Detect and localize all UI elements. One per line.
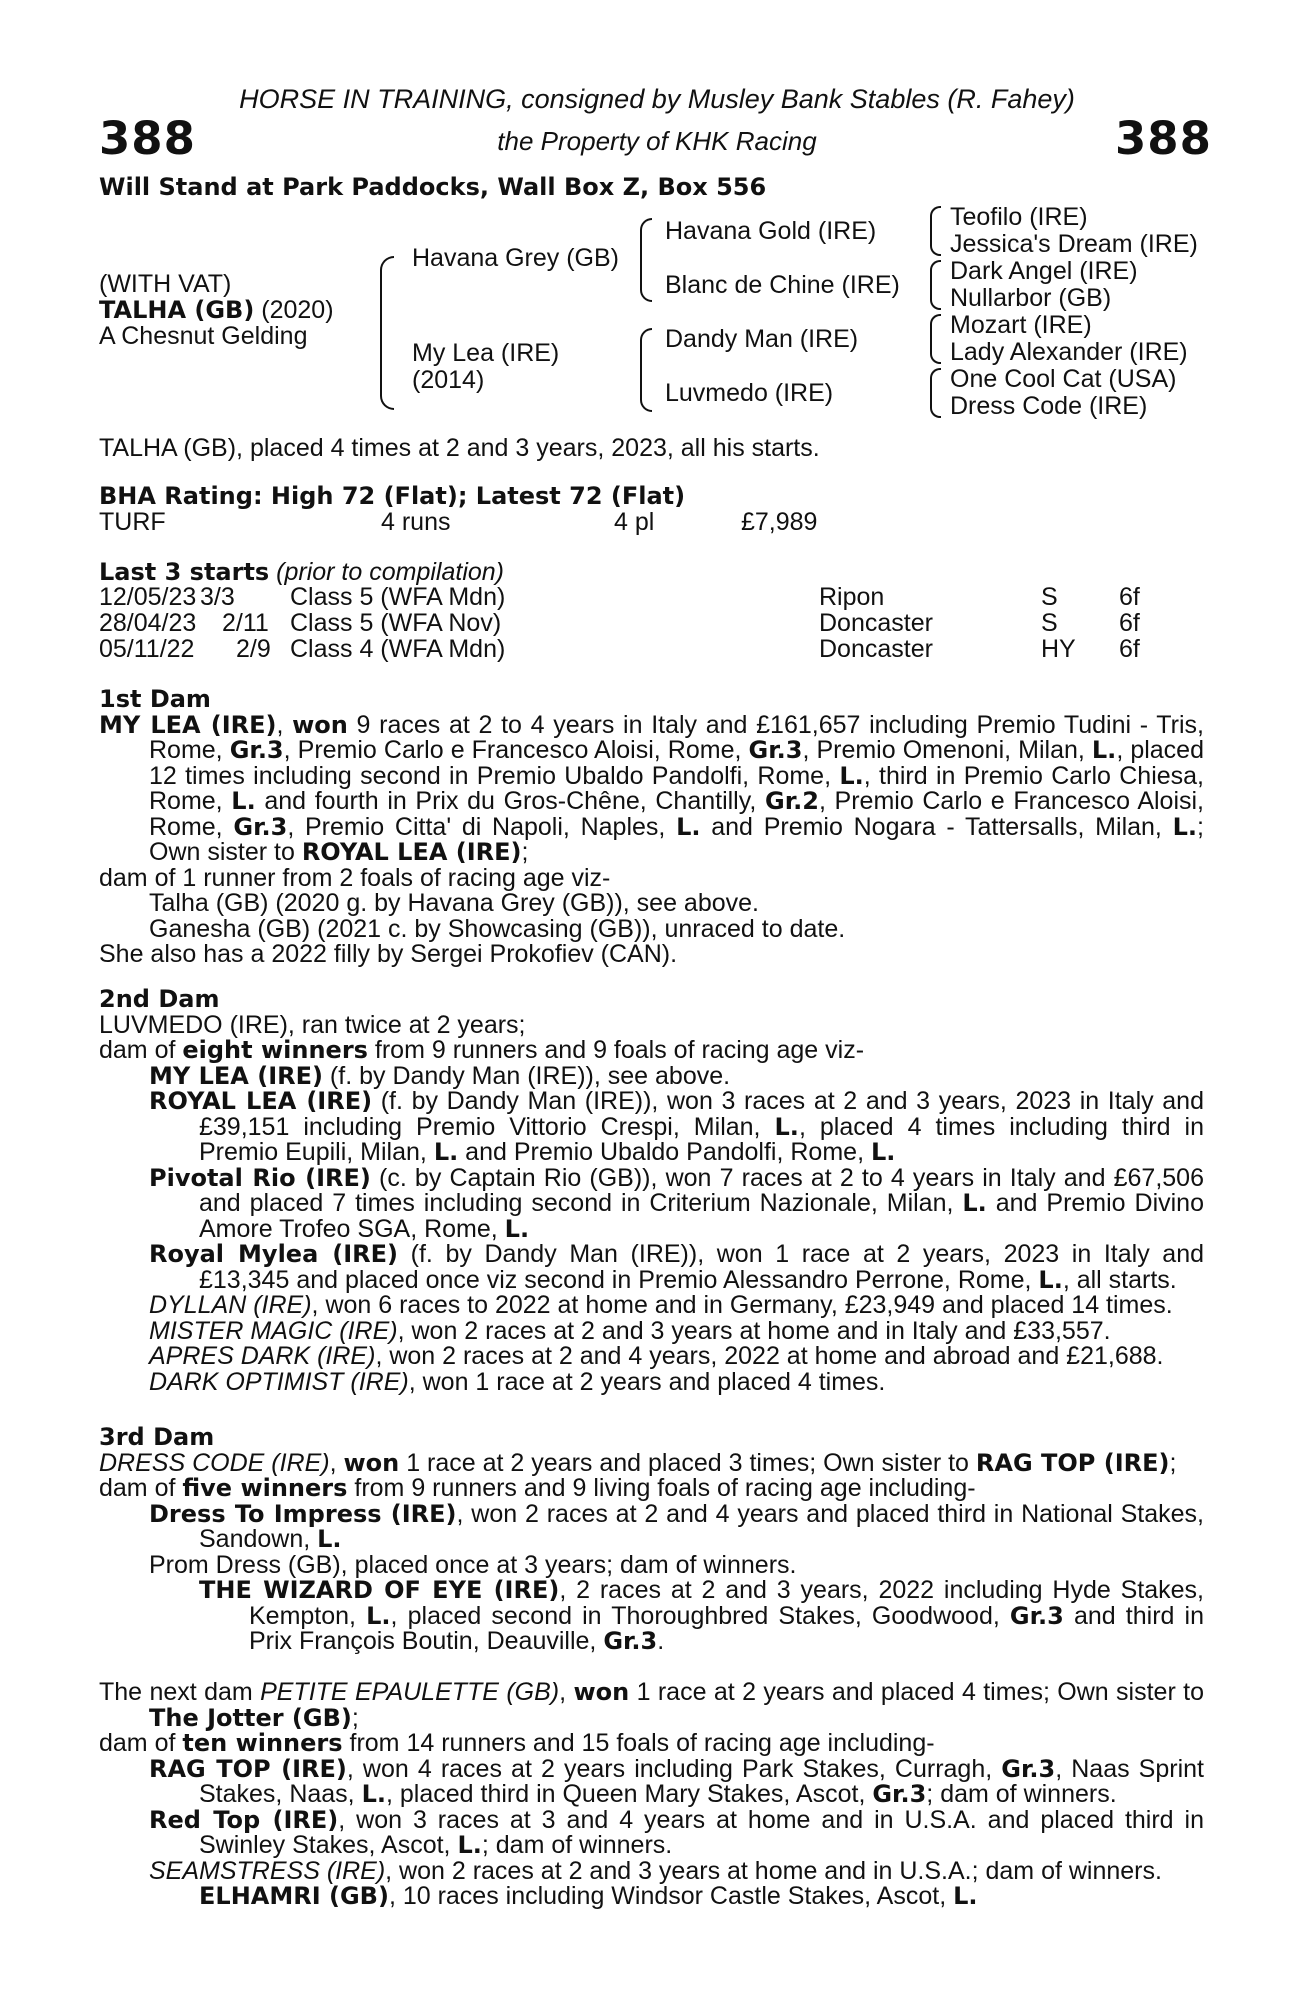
pedigree-brace-g3-4 (930, 368, 941, 418)
progeny-name: MY LEA (IRE) (149, 1061, 323, 1090)
horse-summary: TALHA (GB), placed 4 times at 2 and 3 years, 2023, all his starts. (99, 434, 820, 462)
produce-text: from 9 runners and 9 foals of racing age viz- (367, 1036, 865, 1064)
progeny-text: ; dam of winners. (926, 1780, 1117, 1808)
g3-8: Dress Code (IRE) (950, 392, 1148, 420)
listed-label: L. (962, 1189, 987, 1217)
pedigree-brace-dam (640, 328, 652, 412)
listed-label: L. (361, 1780, 386, 1808)
progeny-text: ; dam of winners. (481, 1831, 673, 1859)
record-text: ; (521, 838, 529, 866)
second-dam-line: LUVMEDO (IRE), ran twice at 2 years; (99, 1010, 526, 1039)
table-row (99, 611, 1199, 637)
record-text: , third in Premio Carlo Chiesa, Rome, (149, 761, 1204, 815)
progeny-text: , won 3 races at 3 and 4 years at home and in U.S.A. and placed third in Swinley Stakes, Ascot, (199, 1805, 1204, 1859)
listed-label: L. (676, 812, 701, 841)
progeny-text: . (657, 1627, 665, 1655)
listed-label: L. (1038, 1265, 1063, 1294)
list-item (99, 1805, 1204, 1859)
progeny-text: , won 2 races at 2 and 4 years and placed third in National Stakes, Sandown, (199, 1499, 1205, 1553)
lot-number-left: 388 (99, 112, 196, 165)
third-dam-title: 3rd Dam (99, 1423, 215, 1451)
first-dam-section (99, 687, 1204, 968)
pedigree-brace-g3-1 (930, 206, 941, 256)
won-label: won (573, 1678, 630, 1706)
list-item (99, 1089, 1204, 1166)
progeny-text: (f. by Dandy Man (IRE)), see above. (322, 1061, 731, 1090)
record-text: , Premio Carlo e Francesco Aloisi, Rome, (283, 736, 749, 764)
progeny-name: RAG TOP (IRE) (149, 1754, 347, 1783)
pedigree-brace-g3-2 (930, 260, 941, 310)
grade-label: Gr.3 (872, 1780, 927, 1808)
progeny-name: Pivotal Rio (IRE) (149, 1163, 371, 1192)
pedigree-brace-main (380, 256, 394, 410)
listed-label: L. (839, 761, 864, 790)
produce-line: dam of 1 runner from 2 foals of racing age viz- (99, 863, 611, 892)
won-label: won (292, 710, 348, 739)
dam: My Lea (IRE) (412, 339, 560, 367)
list-item (99, 1578, 1204, 1655)
progeny-text: , won 1 race at 2 years and placed 4 times. (408, 1367, 886, 1396)
last-starts-heading (99, 560, 504, 586)
pedigree-brace-sire (640, 218, 652, 302)
g3-2: Jessica's Dream (IRE) (950, 230, 1198, 258)
listed-label: L. (1091, 736, 1117, 764)
list-item (99, 1499, 1205, 1553)
list-item (99, 1856, 1204, 1885)
start-class: Class 5 (WFA Mdn) (290, 583, 506, 611)
dam-year: (2014) (412, 366, 485, 394)
table-row (99, 637, 1199, 663)
progeny-text: , won 4 races at 2 years including Park Stakes, Curragh, (346, 1754, 1002, 1783)
g3-7: One Cool Cat (USA) (950, 365, 1177, 393)
record-text: 1 race at 2 years and placed 4 times; Own sister to (629, 1678, 1204, 1706)
g3-4: Nullarbor (GB) (950, 284, 1112, 312)
start-going: S (1041, 583, 1058, 611)
sire: Havana Grey (GB) (412, 244, 620, 272)
listed-label: L. (317, 1525, 342, 1553)
grade-label: Gr.3 (748, 736, 803, 764)
dam-dam: Luvmedo (IRE) (665, 379, 834, 407)
last-starts-title: Last 3 starts (99, 558, 270, 586)
produce-line (99, 1038, 1204, 1064)
record-text: The next dam (99, 1678, 261, 1706)
horse-name: TALHA (GB) (99, 296, 255, 324)
start-distance: 6f (1119, 583, 1140, 611)
start-distance: 6f (1119, 609, 1140, 637)
sister-name: RAG TOP (IRE) (975, 1448, 1170, 1477)
progeny-name: Red Top (IRE) (149, 1805, 339, 1834)
consignor-line: HORSE IN TRAINING, consigned by Musley Bank Stables (R. Fahey) (239, 84, 1075, 114)
sister-name: The Jotter (GB) (149, 1703, 352, 1732)
list-item (99, 1884, 1204, 1910)
dam-sire: Dandy Man (IRE) (665, 325, 859, 353)
record-text: , Premio Carlo e Francesco Aloisi, Rome, (149, 787, 1205, 841)
rating-runs: 4 runs (381, 508, 451, 536)
progeny-name: THE WIZARD OF EYE (IRE) (199, 1576, 560, 1604)
start-date: 28/04/23 (99, 609, 197, 637)
progeny-text: , placed third in Queen Mary Stakes, Ascot, (386, 1780, 873, 1808)
record-text: , placed 12 times including second in Premio Ubaldo Pandolfi, Rome, (149, 736, 1204, 790)
list-item (99, 1367, 1204, 1396)
progeny-name: APRES DARK (IRE) (149, 1342, 376, 1370)
record-text: and fourth in Prix du Gros-Chêne, Chantilly, (255, 787, 765, 815)
horse-year: (2020) (254, 296, 334, 324)
progeny-text: (f. by Dandy Man (IRE)), won 1 race at 2 years, 2023 in Italy and £13,345 and placed once viz second in Premio Alessandro Perrone, Rome, (199, 1240, 1205, 1294)
rating-row (99, 510, 1199, 536)
bha-rating: BHA Rating: High 72 (Flat); Latest 72 (Flat) (99, 482, 686, 510)
progeny-name: ROYAL LEA (IRE) (149, 1087, 373, 1115)
progeny-text: , all starts. (1062, 1265, 1177, 1294)
lot-number-right: 388 (1115, 112, 1212, 165)
record-text: and Premio Nogara - Tattersalls, Milan, (700, 812, 1173, 841)
second-dam-title: 2nd Dam (99, 985, 220, 1013)
grade-label: Gr.3 (1001, 1754, 1056, 1783)
sire-sire: Havana Gold (IRE) (665, 217, 877, 245)
pedigree-brace-g3-3 (930, 314, 941, 364)
list-item (99, 1163, 1204, 1243)
grade-label: Gr.3 (603, 1627, 658, 1655)
listed-label: L. (1172, 812, 1198, 841)
start-position: 3/3 (200, 583, 235, 611)
foal-line: She also has a 2022 filly by Sergei Prokofiev (CAN). (99, 940, 678, 968)
dam-name: DRESS CODE (IRE) (99, 1448, 330, 1477)
progeny-name: DARK OPTIMIST (IRE) (149, 1367, 409, 1396)
g3-5: Mozart (IRE) (950, 311, 1092, 339)
horse-description: A Chesnut Gelding (99, 322, 308, 350)
produce-line (99, 1476, 1204, 1502)
produce-line (99, 1731, 1204, 1757)
progeny-text: , placed 4 times including third in Premio Eupili, Milan, (199, 1112, 1204, 1166)
progeny-text: , placed second in Thoroughbred Stakes, Goodwood, (390, 1601, 1010, 1630)
dam-name: PETITE EPAULETTE (GB) (260, 1678, 560, 1706)
second-dam-section (99, 987, 1204, 1395)
start-course: Doncaster (819, 635, 933, 663)
record-text: 1 race at 2 years and placed 3 times; Own sister to (399, 1448, 976, 1477)
rating-surface: TURF (99, 508, 166, 536)
start-distance: 6f (1119, 635, 1140, 663)
progeny-name: SEAMSTRESS (IRE) (149, 1856, 386, 1885)
start-course: Ripon (819, 583, 885, 611)
sister-name: ROYAL LEA (IRE) (301, 838, 522, 866)
progeny-name: MISTER MAGIC (IRE) (149, 1316, 398, 1345)
first-dam-record: MY LEA (IRE), won 9 races at 2 to 4 years in Italy and £161,657 including Premio Tudini - Tris, Rome, Gr.3, Premio Carlo e Francesco Aloisi, Rome, Gr.3, Premio Omenoni, Milan, L., placed 12 times including second in Premio Ubaldo Pandolfi, Rome, L., third in Premio Carlo Chiesa, Rome, L. and fourth in Prix du Gros-Chêne, Chantilly, Gr.2, Premio Carlo e Francesco Aloisi, Rome, Gr.3, Premio Citta' di Napoli, Naples, L. and Premio Nogara - Tattersalls, Milan, L.; Own sister to ROYAL LEA (IRE); (99, 710, 1205, 866)
winners-count: ten winners (182, 1729, 343, 1757)
next-dam-section (99, 1680, 1204, 1910)
next-dam-record: The next dam PETITE EPAULETTE (GB), won 1 race at 2 years and placed 4 times; Own sister to The Jotter (GB); (99, 1678, 1204, 1732)
stand-location: Will Stand at Park Paddocks, Wall Box Z, Box 556 (99, 173, 767, 201)
progeny-name: Royal Mylea (IRE) (149, 1240, 399, 1268)
listed-label: L. (870, 1138, 896, 1166)
record-text: , Premio Citta' di Napoli, Naples, (287, 812, 677, 841)
produce-text: from 9 runners and 9 living foals of racing age including- (347, 1474, 976, 1502)
progeny-text: and Premio Ubaldo Pandolfi, Rome, (458, 1138, 871, 1166)
vat-label: (WITH VAT) (99, 270, 232, 298)
progeny-text: , won 2 races at 2 and 3 years at home and in Italy and £33,557. (397, 1316, 1111, 1345)
list-item (99, 1754, 1204, 1808)
grade-label: Gr.3 (229, 736, 284, 764)
rating-earnings: £7,989 (741, 508, 818, 536)
list-item (99, 1242, 1204, 1293)
winners-count: five winners (182, 1474, 348, 1502)
start-course: Doncaster (819, 609, 933, 637)
first-dam-title: 1st Dam (99, 685, 211, 713)
produce-text: dam of (99, 1474, 183, 1502)
third-dam-record: DRESS CODE (IRE), won 1 race at 2 years and placed 3 times; Own sister to RAG TOP (IRE); (99, 1448, 1177, 1477)
record-text: , Premio Omenoni, Milan, (802, 736, 1092, 764)
list-item (99, 1344, 1204, 1370)
winners-count: eight winners (182, 1036, 368, 1064)
last-starts-note: (prior to compilation) (269, 558, 505, 586)
third-dam-section (99, 1425, 1204, 1655)
list-item (99, 1061, 1204, 1090)
sire-dam: Blanc de Chine (IRE) (665, 271, 900, 299)
record-text: ; Own sister to (149, 812, 1204, 866)
won-label: won (343, 1448, 400, 1477)
progeny-name: ELHAMRI (GB) (199, 1882, 389, 1910)
grade-label: Gr.3 (1009, 1601, 1064, 1630)
progeny-text: (f. by Dandy Man (IRE)), won 3 races at 2 and 3 years, 2023 in Italy and £39,151 including Premio Vittorio Crespi, Milan, (199, 1087, 1204, 1141)
record-text: ; (1169, 1448, 1177, 1477)
produce-text: from 14 runners and 15 foals of racing age including- (342, 1729, 935, 1757)
g3-1: Teofilo (IRE) (950, 203, 1088, 231)
listed-label: L. (504, 1214, 530, 1243)
dam-name: MY LEA (IRE) (99, 710, 277, 739)
listed-label: L. (231, 787, 256, 815)
g3-3: Dark Angel (IRE) (950, 257, 1138, 285)
start-position: 2/9 (236, 635, 271, 663)
start-class: Class 4 (WFA Mdn) (290, 635, 506, 663)
list-item: Prom Dress (GB), placed once at 3 years; dam of winners. (149, 1550, 797, 1579)
start-date: 12/05/23 (99, 583, 197, 611)
progeny-text: , Naas Sprint Stakes, Naas, (199, 1754, 1204, 1808)
listed-label: L. (457, 1831, 482, 1859)
progeny-text: (c. by Captain Rio (GB)), won 7 races at 2 to 4 years in Italy and £67,506 and placed 7 times including second in Criterium Nazionale, Milan, (199, 1163, 1204, 1217)
progeny-text: , 10 races including Windsor Castle Stakes, Ascot, (388, 1882, 954, 1910)
start-class: Class 5 (WFA Nov) (290, 609, 502, 637)
property-line: the Property of KHK Racing (497, 126, 817, 156)
progeny-text: , won 2 races at 2 and 4 years, 2022 at home and abroad and £21,688. (375, 1342, 1164, 1370)
record-text: ; (351, 1703, 359, 1732)
grade-label: Gr.3 (233, 812, 288, 841)
rating-placed: 4 pl (614, 508, 655, 536)
progeny-text: and Premio Divino Amore Trofeo SGA, Rome, (199, 1189, 1204, 1243)
progeny-text: , 2 races at 2 and 3 years, 2022 including Hyde Stakes, Kempton, (249, 1576, 1204, 1630)
foal-line: Ganesha (GB) (2021 c. by Showcasing (GB)), unraced to date. (149, 914, 846, 943)
progeny-text: , won 6 races to 2022 at home and in Germany, £23,949 and placed 14 times. (311, 1291, 1173, 1319)
record-text: 9 races at 2 to 4 years in Italy and £161,657 including Premio Tudini - Tris, Rome, (149, 710, 1204, 764)
progeny-text: , won 2 races at 2 and 3 years at home and in U.S.A.; dam of winners. (385, 1856, 1162, 1885)
listed-label: L. (774, 1112, 799, 1141)
start-position: 2/11 (222, 609, 269, 637)
progeny-text: and third in Prix François Boutin, Deauville, (249, 1601, 1204, 1655)
grade-label: Gr.2 (765, 787, 819, 815)
table-row (99, 585, 1199, 611)
g3-6: Lady Alexander (IRE) (950, 338, 1188, 366)
list-item (99, 1316, 1204, 1345)
listed-label: L. (366, 1601, 391, 1630)
start-going: S (1041, 609, 1058, 637)
produce-text: dam of (99, 1036, 183, 1064)
horse-name-line (99, 298, 334, 324)
listed-label: L. (953, 1882, 978, 1910)
foal-line: Talha (GB) (2020 g. by Havana Grey (GB)), see above. (149, 889, 759, 917)
start-date: 05/11/22 (99, 635, 195, 663)
listed-label: L. (433, 1138, 459, 1166)
list-item (99, 1293, 1204, 1319)
start-going: HY (1041, 635, 1076, 663)
progeny-name: DYLLAN (IRE) (149, 1291, 312, 1319)
progeny-name: Dress To Impress (IRE) (149, 1499, 457, 1528)
produce-text: dam of (99, 1729, 183, 1757)
